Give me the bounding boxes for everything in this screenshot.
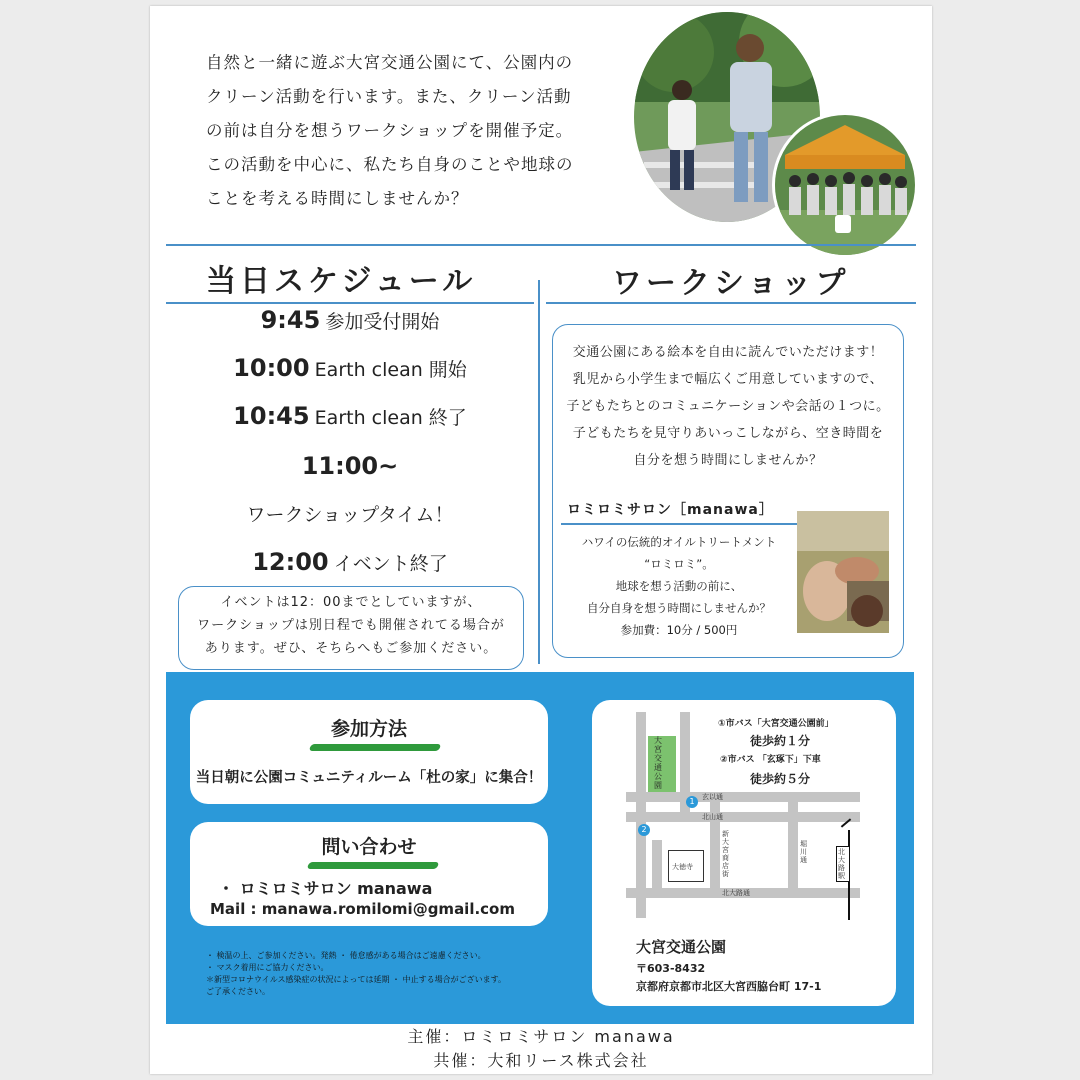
contact-card [190, 822, 548, 926]
road-genmon [626, 792, 860, 802]
salon-title: ロミロミサロン［manawa］ [567, 502, 774, 518]
schedule-time: 9:45 [260, 306, 321, 334]
access-line: 徒歩約５分 [750, 772, 811, 786]
salon-details [559, 531, 799, 641]
salon-line: 地球を想う活動の前に、 [615, 579, 743, 593]
join-brush-stroke [309, 744, 442, 751]
road-connector [652, 840, 662, 896]
daitokuji-label: 大徳寺 [672, 863, 693, 871]
note-line: ・ マスク着用にご協力ください。 [206, 963, 329, 972]
group-photo [772, 112, 918, 258]
workshop-line: 交通公園にある絵本を自由に読んでいただけます！ [572, 345, 884, 360]
kitaoji-label: 北大路通 [722, 889, 750, 897]
schedule-item [170, 306, 530, 334]
kitaoji-station-label: 北大路駅 [836, 846, 850, 882]
intro-line: この活動を中心に、私たち自身のことや地球の [206, 155, 574, 174]
join-card [190, 700, 548, 804]
workshop-box [552, 324, 904, 658]
bus-stop-1-marker: 1 [686, 796, 698, 808]
schedule-desc: Earth clean 開始 [314, 359, 467, 381]
workshop-line: 自分を想う時間にしませんか？ [633, 453, 823, 468]
precaution-notes [206, 950, 506, 998]
schedule-title: 当日スケジュール [206, 264, 477, 299]
schedule-desc: 参加受付開始 [325, 311, 440, 333]
access-line: 徒歩約１分 [750, 734, 811, 748]
salon-line: ハワイの伝統的オイルトリートメント [581, 535, 777, 549]
access-line: ①市バス「大宮交通公園前」 [718, 719, 834, 729]
schedule-time: 12:00 [252, 548, 329, 576]
note-line: イベントは12：00までとしていますが、 [220, 595, 482, 610]
schedule-time: 10:00 [233, 354, 310, 382]
top-divider [166, 244, 916, 246]
note-line: ・ 検温の上、ご参加ください。発熱 ・ 倦怠感がある場合はご遠慮ください。 [206, 951, 486, 960]
contact-name: ・ ロミロミサロン manawa [218, 879, 433, 898]
intro-text [206, 46, 646, 216]
schedule-desc: イベント終了 [333, 553, 448, 575]
schedule-item [170, 354, 530, 382]
kitayama-label: 北山通 [702, 813, 723, 821]
schedule-time: 11:00~ [301, 452, 399, 480]
road-shin-omiya [710, 796, 720, 896]
cohost-label: 共催：大和リース株式会社 [433, 1051, 649, 1070]
schedule-time: 10:45 [233, 402, 310, 430]
map-card [592, 700, 896, 1006]
header-divider-right [546, 302, 916, 304]
intro-line: クリーン活動を行います。また、クリーン活動 [206, 87, 572, 106]
schedule-desc: Earth clean 終了 [314, 407, 467, 429]
header-divider-left [166, 302, 534, 304]
salon-underline [561, 523, 797, 525]
schedule-note [178, 586, 524, 670]
bus-stop-2-marker: 2 [638, 824, 650, 836]
workshop-line: 子どもたちを見守りあいっこしながら、空き時間を [572, 426, 884, 441]
intro-line: の前は自分を想うワークショップを開催予定。 [206, 121, 574, 140]
horikawa-label: 堀川通 [800, 840, 807, 864]
massage-photo [797, 511, 889, 633]
road-west [636, 712, 646, 918]
note-line: ＊新型コロナウイルス感染症の状況によっては延期 ・ 中止する場合がございます。 [206, 975, 506, 984]
shin-omiya-label: 新大宮商店街 [722, 830, 729, 878]
contact-brush-stroke [307, 862, 440, 869]
park-label: 大宮交通公園 [654, 736, 662, 790]
schedule-item [170, 548, 530, 576]
schedule-desc: ワークショップタイム！ [246, 504, 454, 526]
join-text: 当日朝に公園コミュニティルーム「杜の家」に集合！ [195, 770, 543, 786]
salon-line: “ロミロミ”。 [644, 557, 714, 571]
contact-mail[interactable]: Mail : manawa.romilomi@gmail.com [210, 900, 515, 918]
salon-line: 参加費：10分 / 500円 [620, 623, 738, 637]
salon-line: 自分自身を想う時間にしませんか？ [587, 601, 771, 615]
schedule-item [170, 500, 530, 527]
note-line: ワークショップは別日程でも開催されてる場合が [197, 618, 505, 633]
place-name: 大宮交通公園 [636, 938, 727, 956]
genmon-label: 玄以通 [702, 793, 723, 801]
access-line: ②市バス 「玄琢下」下車 [720, 755, 821, 765]
note-line: あります。ぜひ、そちらへもご参加ください。 [204, 641, 498, 656]
flyer-sheet [150, 6, 932, 1074]
intro-line: ことを考える時間にしませんか？ [206, 189, 469, 208]
join-title: 参加方法 [330, 718, 407, 740]
host-label: 主催：ロミロミサロン manawa [407, 1027, 675, 1046]
road-horikawa [788, 796, 798, 896]
workshop-line: 子どもたちとのコミュニケーションや会話の１つに。 [566, 399, 890, 414]
schedule-item [170, 402, 530, 430]
note-line: ご了承ください。 [206, 987, 270, 996]
column-divider [538, 280, 540, 664]
workshop-line: 乳児から小学生まで幅広くご用意していますので、 [572, 372, 884, 387]
schedule-item [170, 452, 530, 480]
info-panel [166, 672, 914, 1024]
postal-code: 〒603-8432 [636, 962, 706, 975]
intro-line: 自然と一緒に遊ぶ大宮交通公園にて、公園内の [206, 53, 574, 72]
workshop-title: ワークショップ [612, 266, 850, 301]
road-kitayama [626, 812, 860, 822]
contact-title: 問い合わせ [321, 836, 417, 858]
address: 京都府京都市北区大宮西脇台町 17-1 [636, 980, 822, 993]
